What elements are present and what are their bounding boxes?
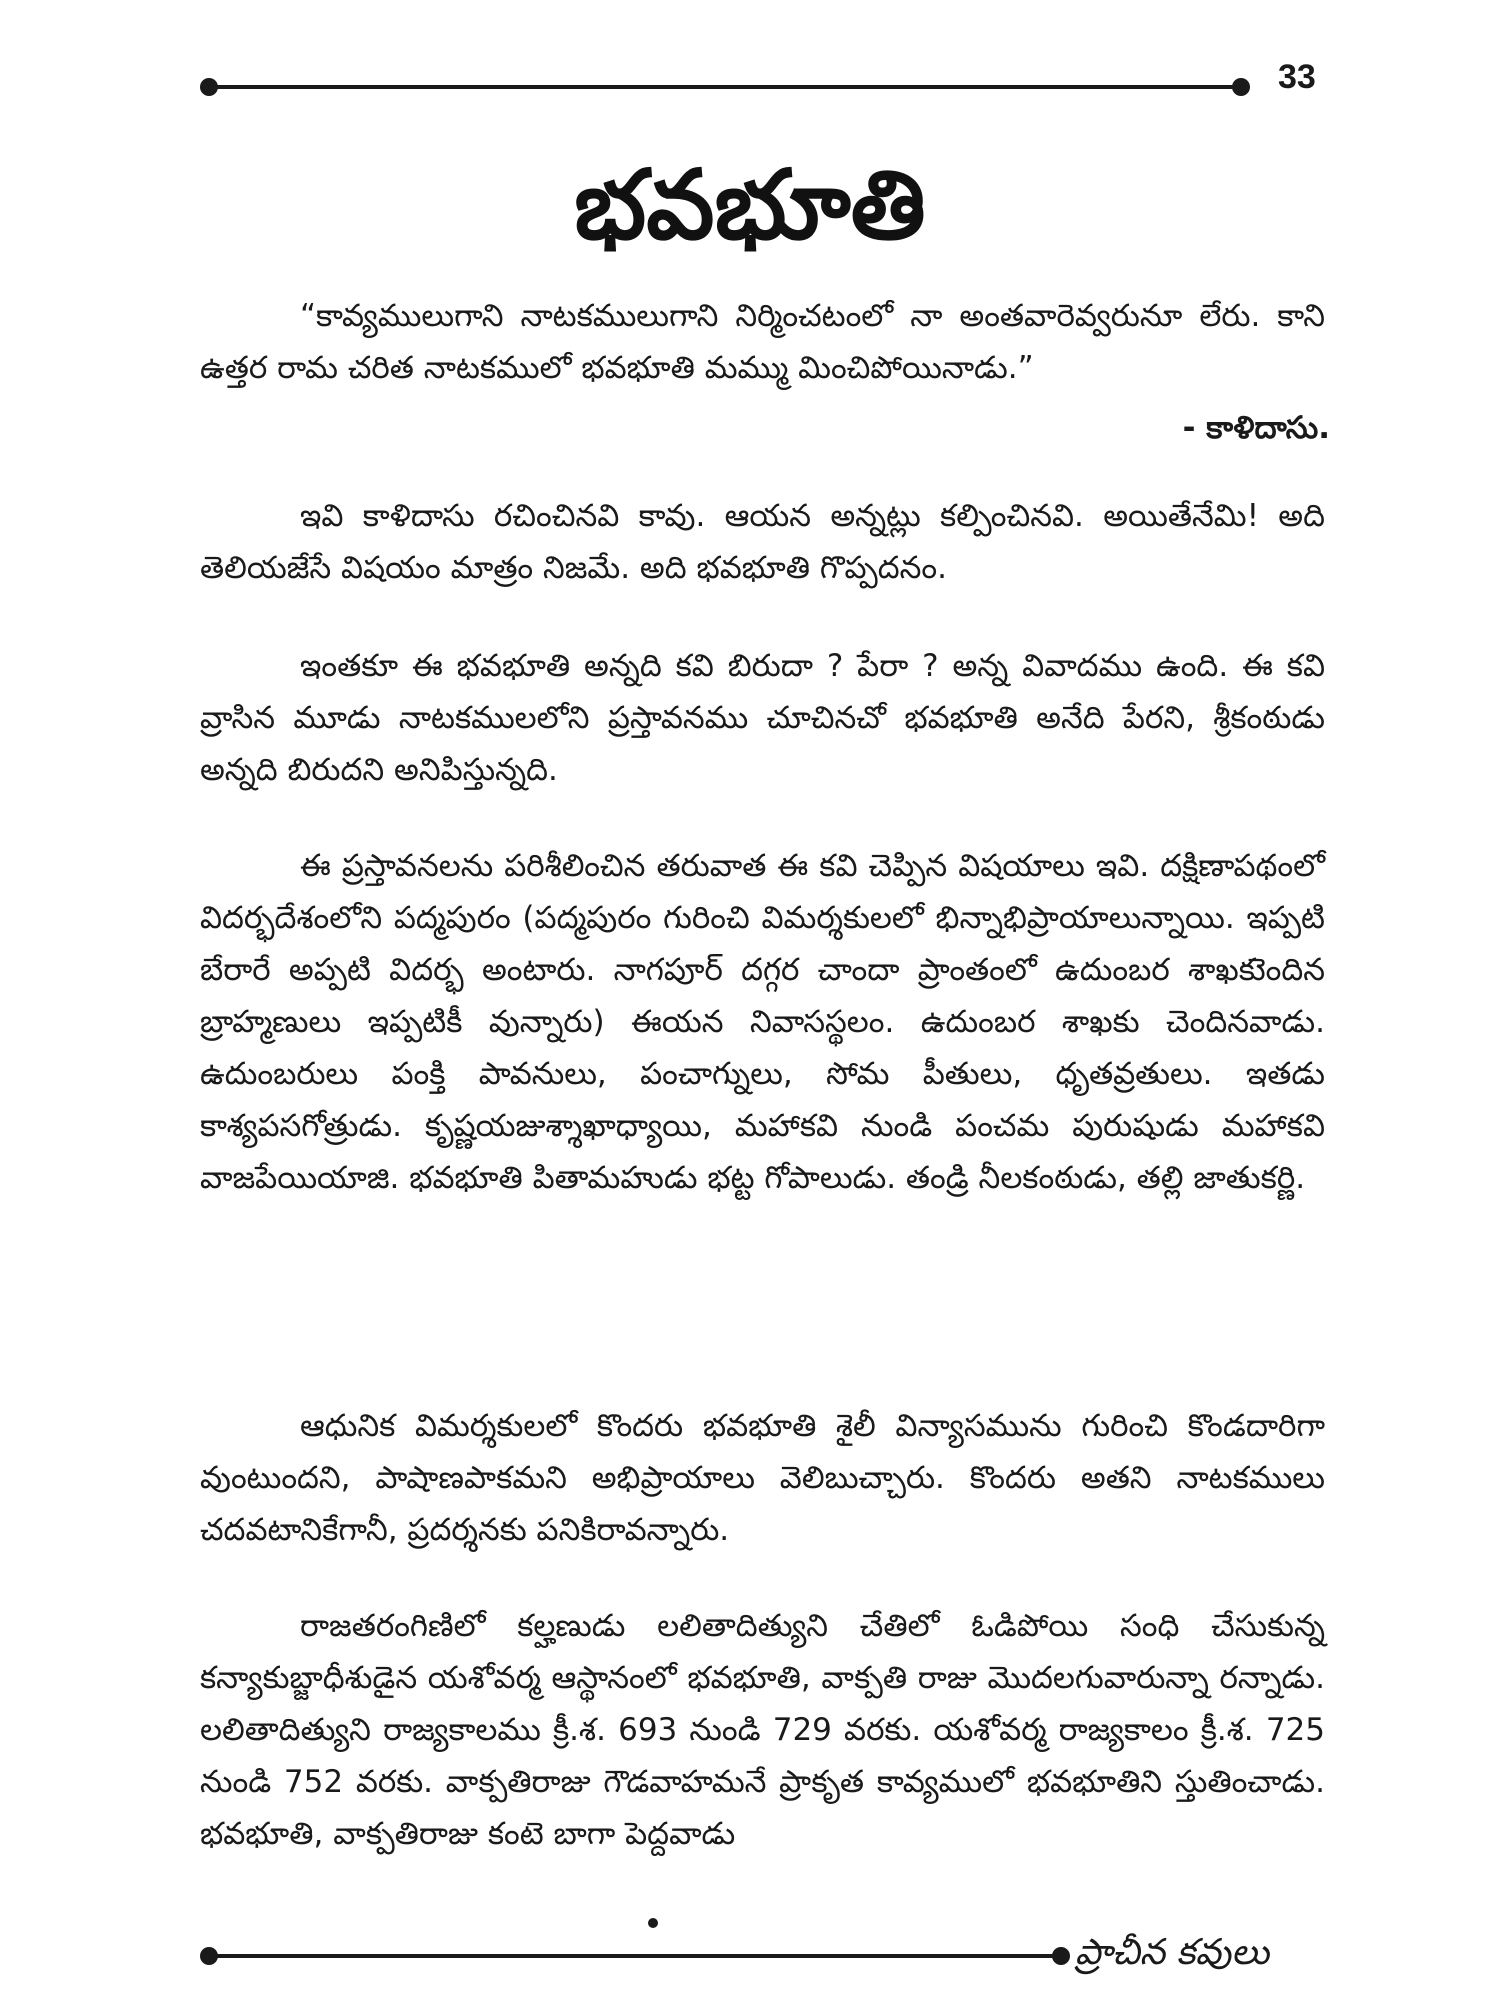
quote-text: “కావ్యములుగాని నాటకములుగాని నిర్మించటంలో నా అంతవారెవ్వరునూ లేరు. కాని ఉత్తర రామ చరిత నాటకములో భవభూతి మమ్ము మించిపోయినాడు.”	[200, 298, 1325, 386]
paragraph-text: ఇంతకూ ఈ భవభూతి అన్నది కవి బిరుదా ? పేరా ? అన్న వివాదము ఉంది. ఈ కవి వ్రాసిన మూడు నాటకములలోని ప్రస్తావనము చూచినచో భవభూతి అనేది పేరని, శ్రీకంఠుడు అన్నది బిరుదని అనిపిస్తున్నది.	[200, 648, 1325, 788]
quote-attribution: - కాళిదాసు.	[1182, 410, 1330, 446]
header-rule-right-dot	[1232, 78, 1250, 96]
paragraph-text: ఈ ప్రస్తావనలను పరిశీలించిన తరువాత ఈ కవి చెప్పిన విషయాలు ఇవి. దక్షిణాపథంలో విదర్భదేశంలోని పద్మపురం (పద్మపురం గురించి విమర్శకులలో భిన్నాభిప్రాయాలున్నాయి. ఇప్పటి బేరారే అప్పటి విదర్భ అంటారు. నాగపూర్ దగ్గర చాందా ప్రాంతంలో ఉదుంబర శాఖకుెందిన బ్రాహ్మణులు ఇప్పటికీ వున్నారు) ఈయన నివాసస్థలం. ఉదుంబర శాఖకు చెందినవాడు. ఉదుంబరులు పంక్తి పావనులు, పంచాగ్నులు, సోమ పీతులు, ధృతవ్రతులు. ఇతడు కాశ్యపసగోత్రుడు. కృష్ణయజుశ్శాఖాధ్యాయి, మహాకవి నుండి పంచమ పురుషుడు మహాకవి వాజపేయియాజి. భవభూతి పితామహుడు భట్ట గోపాలుడు. తండ్రి నీలకంఠుడు, తల్లి జాతుకర్ణి.	[200, 848, 1325, 1196]
footer-rule	[210, 1954, 1060, 1958]
paragraph-text: రాజతరంగిణిలో కల్హణుడు లలితాదిత్యుని చేతిలో ఓడిపోయి సంధి చేసుకున్న కన్యాకుబ్జాధీశుడైన యశోవర్మ ఆస్థానంలో భవభూతి, వాక్పతి రాజు మొదలగువారున్నా రన్నాడు. లలితాదిత్యుని రాజ్యకాలము క్రీ.శ. 693 నుండి 729 వరకు. యశోవర్మ రాజ్యకాలం క్రీ.శ. 725 నుండి 752 వరకు. వాక్పతిరాజు గౌడవాహమనే ప్రాకృత కావ్యములో భవభూతిని స్తుతించాడు. భవభూతి, వాక్పతిరాజు కంటె బాగా పెద్దవాడు	[200, 1608, 1325, 1852]
page-number: 33	[1278, 58, 1316, 96]
paragraph-1	[200, 490, 1325, 594]
footer-rule-right-dot	[1052, 1947, 1070, 1965]
header-rule	[210, 85, 1240, 89]
paragraph-4	[200, 1400, 1325, 1556]
opening-quote	[200, 290, 1325, 394]
footer-mark-dot	[648, 1918, 658, 1928]
paragraph-3	[200, 840, 1325, 1204]
footer-book-title: ప్రాచీన కవులు	[1075, 1932, 1270, 1973]
paragraph-text: ఆధునిక విమర్శకులలో కొందరు భవభూతి శైలీ విన్యాసమును గురించి కొండదారిగా వుంటుందని, పాషాణపాకమని అభిప్రాయాలు వెలిబుచ్చారు. కొందరు అతని నాటకములు చదవటానికేగానీ, ప్రదర్శనకు పనికిరావన్నారు.	[200, 1408, 1325, 1548]
paragraph-2	[200, 640, 1325, 796]
page-title: భవభూతి	[574, 149, 926, 261]
paragraph-text: ఇవి కాళిదాసు రచించినవి కావు. ఆయన అన్నట్లు కల్పించినవి. అయితేనేమి! అది తెలియజేసే విషయం మాత్రం నిజమే. అది భవభూతి గొప్పదనం.	[200, 498, 1325, 586]
paragraph-5	[200, 1600, 1325, 1860]
